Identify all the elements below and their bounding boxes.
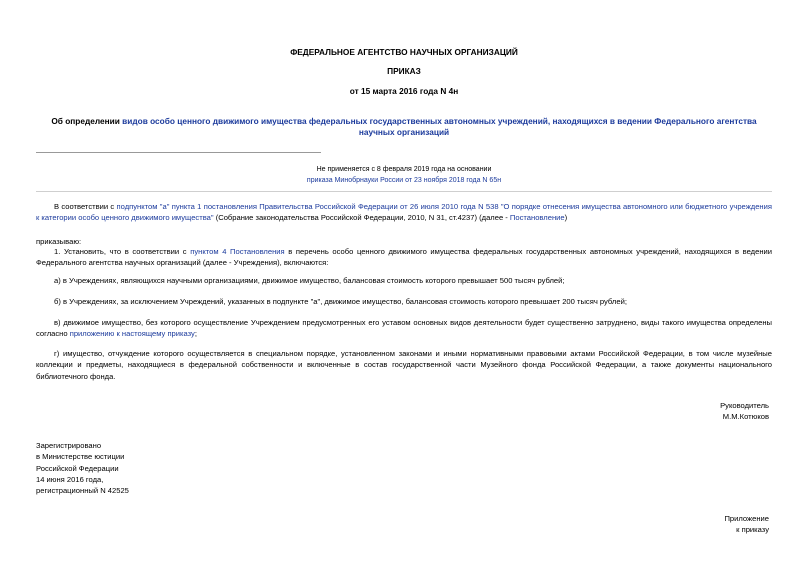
item-a: а) в Учреждениях, являющихся научными организациями, движимое имущество, балансовая стоимость которого превышает 500 тысяч рублей; [54,276,565,285]
appendix-line-2: к приказу [736,525,769,535]
signature-name: М.М.Котюков [722,412,769,422]
appendix-block [724,513,769,536]
registration-block [36,440,129,496]
preamble-text-3: ) [564,213,568,223]
preamble-text-2: (Собрание законодательства Российской Федерации, 2010, N 31, ст.4237) (далее - [213,213,510,223]
item-b: б) в Учреждениях, за исключением Учреждений, указанных в подпункте "а", движимое имущество, балансовая стоимость которого превышает 200 тысяч рублей; [54,297,627,306]
preamble-paragraph [36,201,772,224]
item-1-text-1: 1. Установить, что в соответствии с [54,247,187,256]
item-g: г) имущество, отчуждение которого осуществляется в специальном порядке, установленном законами и иными нормативными правовыми актами Российской Федерации, в том числе музейные коллекции и предметы, находящиеся в федеральной собственности и включенные в состав государственной части Музейного фонда Российской Федерации, а также документы национального библиотечного фонда. [36,349,772,381]
title-link[interactable]: видов особо ценного движимого имущества федеральных государственных автономных учреждений, находящихся в ведении Федерального агентства научных организаций [122,116,757,137]
item-v-text-2: ; [194,329,197,339]
agency-title: ФЕДЕРАЛЬНОЕ АГЕНТСТВО НАУЧНЫХ ОРГАНИЗАЦИЙ [290,47,518,57]
document-title [36,116,772,138]
item-v-text-1: в) движимое имущество, без которого осуществление Учреждением предусмотренных его уставом основных видов деятельности будет существенно затруднено, виды такого имущества определены согласно [36,318,772,339]
registration-line-1: Зарегистрировано [36,441,102,450]
appendix-line-1: Приложение [724,514,769,523]
registration-line-4: 14 июня 2016 года, [36,474,104,484]
note-link[interactable]: приказа Минобрнауки России от 23 ноября 2018 года N 65н [306,177,502,185]
item-1 [36,246,772,269]
registration-line-2: в Министерстве юстиции [36,452,125,462]
item-v-link[interactable]: приложению к настоящему приказу [69,329,195,339]
document-type: ПРИКАЗ [387,66,421,76]
signature-role: Руководитель [720,401,769,410]
divider-short [36,152,321,153]
registration-line-3: Российской Федерации [36,463,119,473]
divider-long [36,191,772,192]
note-line-1: Не применяется с 8 февраля 2019 года на основании [316,166,492,173]
item-1-link[interactable]: пунктом 4 Постановления [190,247,285,256]
registration-line-5: регистрационный N 42525 [36,486,129,496]
order-word: приказываю: [36,237,82,246]
item-1-text-2: в перечень особо ценного движимого имущества федеральных государственных автономных учреждений, находящихся в ведении Федерального агентства научных организаций (далее - Учреждения), включаются: [36,247,772,268]
preamble-link-postanovlenie[interactable]: Постановление [509,213,565,223]
title-prefix: Об определении [51,116,120,126]
item-v [36,317,772,340]
document-date-number: от 15 марта 2016 года N 4н [349,86,459,96]
signature-block [720,400,769,423]
preamble-text-1: В соответствии с [54,202,115,211]
preamble-link-decree[interactable]: подпунктом "а" пункта 1 постановления Правительства Российской Федерации от 26 июля 2010 года N 538 "О порядке отнесения имущества автономного или бюджетного учреждения к категории особо ценного движимого имущества" [36,202,772,223]
applicability-note [36,164,772,187]
